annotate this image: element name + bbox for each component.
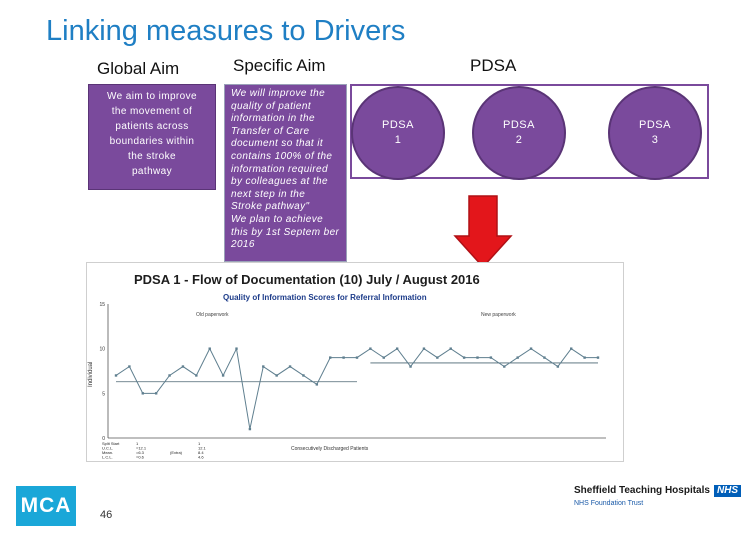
phase-label-new: New paperwork bbox=[481, 312, 516, 318]
x-axis-label: Consecutively Discharged Patients bbox=[291, 446, 369, 452]
specific-aim-line: contains 100% of the bbox=[231, 150, 333, 162]
stats-cell: L.C.L. bbox=[102, 454, 113, 460]
data-point bbox=[557, 365, 559, 367]
global-aim-line: patients across bbox=[115, 121, 189, 132]
specific-aim-line: We will improve the bbox=[231, 88, 326, 99]
data-point bbox=[316, 383, 318, 385]
y-tick-label: 5 bbox=[102, 391, 105, 398]
global-aim-line: We aim to improve bbox=[107, 91, 197, 102]
global-aim-heading: Global Aim bbox=[97, 59, 180, 78]
specific-aim-line: by colleagues at the bbox=[231, 176, 328, 188]
data-point bbox=[423, 347, 425, 349]
y-tick-label: 0 bbox=[102, 436, 105, 442]
stats-note: (Extra) bbox=[170, 450, 182, 455]
stats-cell: 1 bbox=[198, 441, 201, 446]
pdsa-2-circle: PDSA 2 bbox=[472, 86, 566, 180]
global-aim-line: the movement of bbox=[111, 106, 193, 117]
data-point bbox=[356, 356, 358, 358]
specific-aim-line: information in the bbox=[231, 113, 315, 125]
specific-aim-box bbox=[224, 84, 347, 262]
specific-aim-heading: Specific Aim bbox=[233, 56, 326, 75]
nhs-badge: NHS bbox=[714, 485, 741, 497]
data-point bbox=[342, 356, 344, 358]
data-point bbox=[249, 428, 251, 430]
data-point bbox=[583, 356, 585, 358]
data-point bbox=[543, 356, 545, 358]
data-point bbox=[436, 356, 438, 358]
data-point bbox=[383, 356, 385, 358]
data-point bbox=[209, 347, 211, 349]
stats-cell: Mean. bbox=[102, 450, 114, 455]
data-point bbox=[275, 374, 277, 376]
specific-aim-line: information required bbox=[231, 163, 328, 175]
y-axis-label: Individual bbox=[88, 361, 94, 387]
data-point bbox=[490, 356, 492, 358]
data-point bbox=[450, 347, 452, 349]
stats-cell: 1 bbox=[136, 441, 139, 446]
data-point bbox=[597, 356, 599, 358]
series-line bbox=[116, 349, 598, 429]
global-aim-line: boundaries within bbox=[109, 136, 195, 147]
chart-subtitle: Quality of Information Scores for Referral Information bbox=[223, 293, 427, 302]
data-point bbox=[128, 365, 130, 367]
data-point bbox=[115, 374, 117, 376]
data-point bbox=[570, 347, 572, 349]
data-point bbox=[476, 356, 478, 358]
specific-aim-line: next step in the bbox=[231, 188, 306, 200]
page-number: 46 bbox=[100, 509, 113, 521]
run-chart bbox=[86, 262, 624, 462]
pdsa-3-circle: PDSA 3 bbox=[608, 86, 702, 180]
specific-aim-line: 2016 bbox=[231, 239, 255, 251]
trust-logo bbox=[574, 485, 739, 515]
data-point bbox=[409, 365, 411, 367]
data-point bbox=[222, 374, 224, 376]
stats-cell: 12.1 bbox=[198, 445, 206, 451]
data-point bbox=[329, 356, 331, 358]
data-point bbox=[142, 392, 144, 394]
data-point bbox=[396, 347, 398, 349]
data-point bbox=[369, 347, 371, 349]
data-point bbox=[195, 374, 197, 376]
pdsa-1-circle: PDSA 1 bbox=[351, 86, 445, 180]
data-point bbox=[463, 356, 465, 358]
data-point bbox=[302, 374, 304, 376]
slide-title: Linking measures to Drivers bbox=[46, 15, 406, 47]
data-point bbox=[235, 347, 237, 349]
data-point bbox=[168, 374, 170, 376]
specific-aim-line: Transfer of Care bbox=[231, 125, 310, 137]
global-aim-line: pathway bbox=[131, 166, 173, 177]
specific-aim-line: this by 1st Septem ber bbox=[231, 226, 340, 238]
trust-sub: NHS Foundation Trust bbox=[574, 500, 644, 507]
data-point bbox=[262, 365, 264, 367]
stats-cell: 4.6 bbox=[198, 454, 204, 460]
mca-logo: MCA bbox=[16, 486, 76, 526]
chart-title: PDSA 1 - Flow of Documentation (10) July / August 2016 bbox=[134, 272, 480, 287]
trust-name: Sheffield Teaching Hospitals bbox=[574, 485, 710, 496]
data-point bbox=[516, 356, 518, 358]
stats-cell: U.C.L. bbox=[102, 445, 114, 451]
data-point bbox=[182, 365, 184, 367]
phase-label-old: Old paperwork bbox=[196, 312, 229, 318]
stats-cell: =12.1 bbox=[136, 445, 147, 451]
specific-aim-line: We plan to achieve bbox=[231, 213, 324, 225]
global-aim-line: the stroke bbox=[128, 151, 176, 162]
data-point bbox=[530, 347, 532, 349]
stats-cell: =6.3 bbox=[136, 450, 144, 455]
y-tick-label: 10 bbox=[99, 346, 105, 353]
stats-cell: =0.6 bbox=[136, 454, 144, 460]
global-aim-box bbox=[88, 84, 216, 190]
stats-cell: Split Start bbox=[102, 441, 120, 446]
data-point bbox=[289, 365, 291, 367]
pdsa-heading: PDSA bbox=[470, 56, 517, 75]
down-arrow-icon bbox=[454, 196, 512, 268]
stats-cell: 8.4 bbox=[198, 450, 204, 455]
data-point bbox=[503, 365, 505, 367]
data-point bbox=[155, 392, 157, 394]
specific-aim-line: Stroke pathway" bbox=[231, 201, 310, 213]
specific-aim-line: quality of patient bbox=[231, 100, 312, 112]
y-tick-label: 15 bbox=[99, 302, 105, 308]
specific-aim-line: document so that it bbox=[231, 138, 324, 150]
